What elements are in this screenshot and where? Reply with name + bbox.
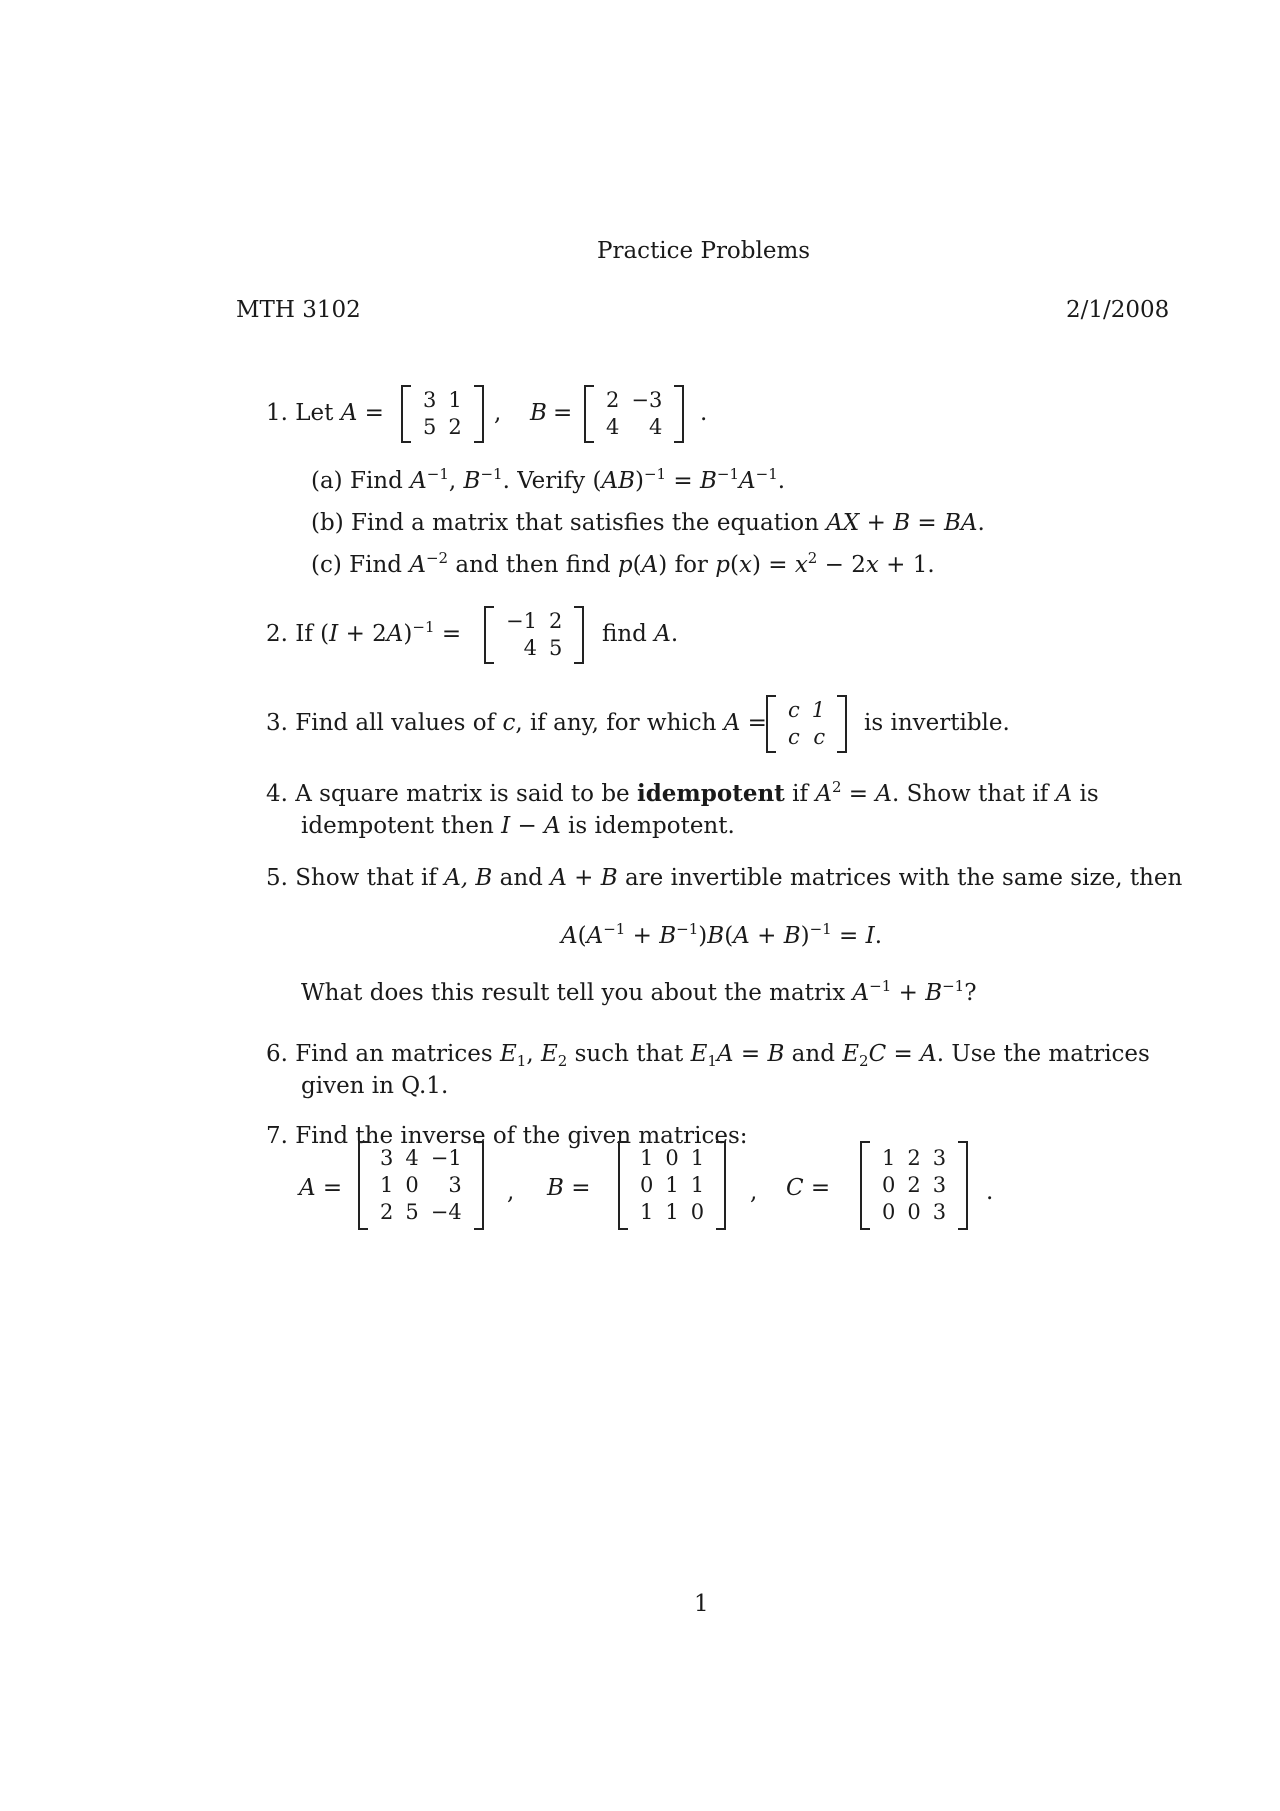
problem-6-line1: 6. Find an matrices $E_1$, $E_2$ such that $E_1A = B$ and $E_2C = A$. Use the matrices: [266, 1041, 1150, 1070]
matrix-entry: 1: [882, 1146, 896, 1170]
matrix-entry: 0: [640, 1173, 654, 1197]
matrix-A-p7: [358, 1141, 484, 1230]
matrix-entry: 5: [405, 1200, 419, 1224]
matrix-C-p7: [860, 1141, 968, 1230]
matrix-A-p1: [401, 385, 484, 443]
problem-4-line1: 4. A square matrix is said to be idempotent if $A^2 = A$. Show that if A is: [266, 778, 1099, 807]
problem-2-line: 2. If $(I + 2A)^{-1}$ =: [266, 618, 462, 647]
matrix-entry: −4: [430, 1200, 462, 1224]
matrix-B-p1: [584, 385, 684, 443]
matrix-p2: [484, 606, 584, 664]
matrix-entry: 2: [380, 1200, 394, 1224]
matrix-entry: 2: [448, 415, 462, 439]
matrix-entry: 5: [548, 636, 563, 660]
matrix-entry: 1: [380, 1173, 394, 1197]
matrix-entry: 4: [405, 1146, 419, 1170]
problem-7-line: 7. Find the inverse of the given matrices:: [266, 1123, 748, 1149]
problem-5-equation: $A(A^{-1} + B^{-1})B(A + B)^{-1} = I$.: [561, 920, 883, 949]
matrix-entry: 1: [640, 1200, 654, 1224]
matrix-entry: 0: [665, 1146, 679, 1170]
matrix-entry: 1: [665, 1173, 679, 1197]
problem-text: Let: [295, 400, 334, 426]
matrix-entry: 0: [882, 1173, 896, 1197]
matrix-entry: 1: [811, 698, 826, 722]
matrix-entry: 2: [907, 1146, 921, 1170]
matrix-entry: −3: [631, 388, 663, 412]
matrix-entry: 1: [690, 1173, 705, 1197]
matrix-entry: c: [813, 725, 826, 749]
matrix-entry: c: [788, 698, 800, 722]
matrix-entry: 2: [907, 1173, 921, 1197]
matrix-entry: 1: [665, 1200, 679, 1224]
matrix-entry: 0: [405, 1173, 419, 1197]
problem-number: 1.: [266, 400, 288, 426]
matrix-entry: −1: [430, 1146, 462, 1170]
matrix-entry: 1: [640, 1146, 654, 1170]
problem-1c: (c) Find $A^{-2}$ and then find p(A) for $p(x) = x^2 - 2x + 1$.: [311, 549, 935, 578]
matrix-entry: 1: [690, 1146, 705, 1170]
matrix-entry: 3: [423, 388, 437, 412]
matrix-entry: 3: [932, 1173, 947, 1197]
course-code: MTH 3102: [236, 297, 361, 323]
matrix-entry: 2: [606, 388, 620, 412]
problem-1a: (a) Find $A^{-1}$, $B^{-1}$. Verify $(AB)^{-1} = B^{-1}A^{-1}$.: [311, 465, 786, 494]
problem-3-line: 3. Find all values of c, if any, for which A =: [266, 710, 767, 736]
matrix-entry: 0: [907, 1200, 921, 1224]
matrix-entry: 5: [423, 415, 437, 439]
matrix-entry: 3: [448, 1173, 462, 1197]
date: 2/1/2008: [1066, 297, 1170, 323]
page-number: 1: [694, 1591, 709, 1617]
matrix-entry: −1: [506, 609, 537, 633]
problem-1-line: 1. Let A =: [266, 400, 384, 426]
page-title: Practice Problems: [597, 238, 811, 264]
problem-1b: (b) Find a matrix that satisfies the equation AX + B = BA.: [311, 510, 985, 536]
matrix-entry: 4: [648, 415, 663, 439]
problem-5-line1: 5. Show that if A, B and A + B are invertible matrices with the same size, then: [266, 865, 1183, 891]
matrix-entry: 3: [932, 1200, 947, 1224]
matrix-entry: 2: [548, 609, 563, 633]
matrix-entry: 3: [932, 1146, 947, 1170]
matrix-entry: 1: [448, 388, 462, 412]
problem-6-line2: given in Q.1.: [301, 1073, 449, 1099]
matrix-p3: [766, 695, 847, 753]
matrix-entry: 0: [690, 1200, 705, 1224]
matrix-entry: 4: [606, 415, 620, 439]
problem-5-question: What does this result tell you about the matrix $A^{-1} + B^{-1}$?: [301, 977, 977, 1006]
matrix-B-p7: [618, 1141, 726, 1230]
matrix-entry: 3: [380, 1146, 394, 1170]
matrix-entry: 0: [882, 1200, 896, 1224]
matrix-entry: c: [788, 725, 800, 749]
problem-4-line2: idempotent then I − A is idempotent.: [301, 813, 735, 839]
matrix-entry: 4: [523, 636, 537, 660]
